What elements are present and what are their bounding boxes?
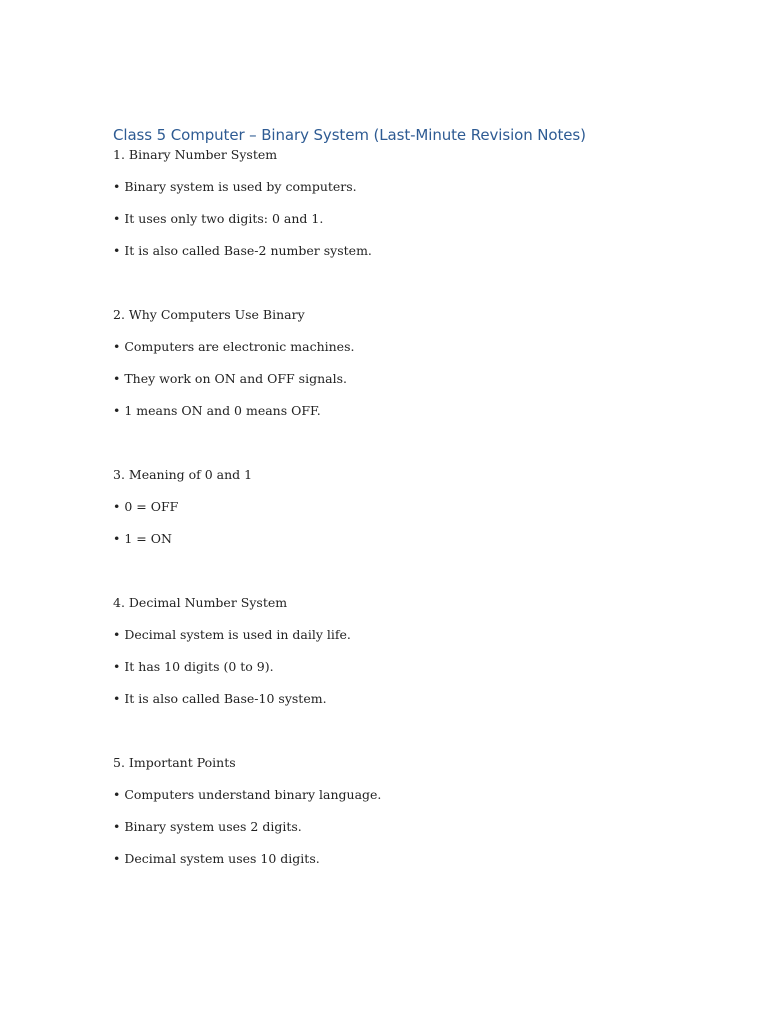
section-heading: 5. Important Points (113, 755, 236, 770)
section-spacer (113, 275, 733, 307)
bullet-item: • 0 = OFF (113, 499, 179, 514)
bullet-item: • It is also called Base-10 system. (113, 691, 327, 706)
section-meaning-of-0-and-1 (113, 467, 733, 547)
section-heading: 3. Meaning of 0 and 1 (113, 467, 253, 482)
section-important-points (113, 755, 733, 867)
bullet-item: • Decimal system uses 10 digits. (113, 851, 320, 866)
section-heading: 1. Binary Number System (113, 147, 278, 162)
section-decimal-number-system (113, 595, 733, 707)
bullet-item: • They work on ON and OFF signals. (113, 371, 347, 386)
section-heading: 4. Decimal Number System (113, 595, 288, 610)
bullet-item: • It uses only two digits: 0 and 1. (113, 211, 324, 226)
document-page (113, 124, 733, 883)
section-heading: 2. Why Computers Use Binary (113, 307, 305, 322)
document-title: Class 5 Computer – Binary System (Last-Minute Revision Notes) (113, 126, 586, 144)
bullet-item: • Decimal system is used in daily life. (113, 627, 351, 642)
bullet-item: • Computers are electronic machines. (113, 339, 355, 354)
section-binary-number-system (113, 147, 733, 259)
section-why-computers-use-binary (113, 307, 733, 419)
bullet-item: • It has 10 digits (0 to 9). (113, 659, 274, 674)
bullet-item: • 1 = ON (113, 531, 172, 546)
bullet-item: • Computers understand binary language. (113, 787, 382, 802)
section-spacer (113, 435, 733, 467)
section-spacer (113, 723, 733, 755)
bullet-item: • Binary system uses 2 digits. (113, 819, 302, 834)
bullet-item: • It is also called Base-2 number system. (113, 243, 372, 258)
bullet-item: • Binary system is used by computers. (113, 179, 357, 194)
section-spacer (113, 563, 733, 595)
bullet-item: • 1 means ON and 0 means OFF. (113, 403, 321, 418)
